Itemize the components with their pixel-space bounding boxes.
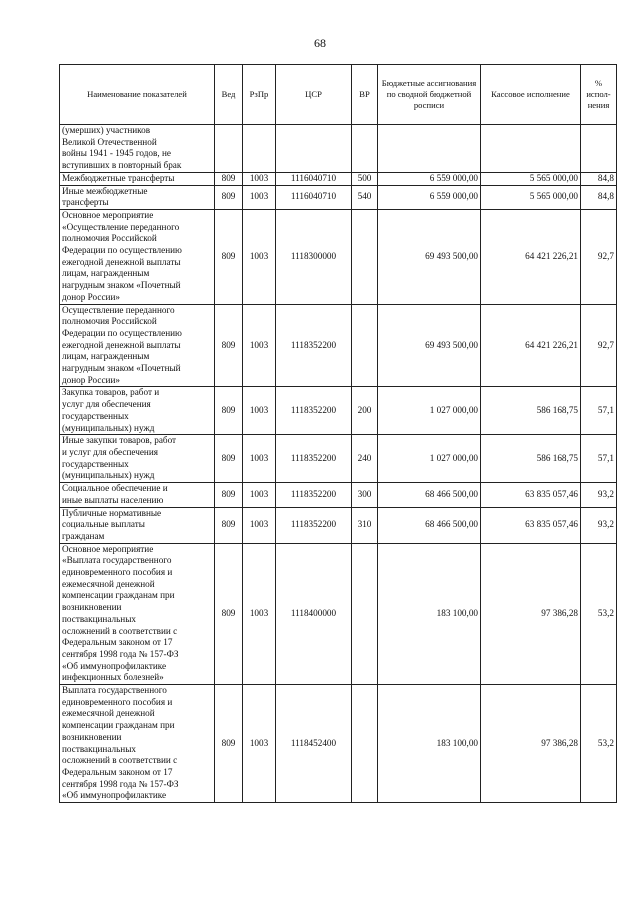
row-vr: 240 [352, 435, 378, 483]
row-name: Основное мероприятие «Осуществление переданного полномочия Российской Федерации по осуществлению ежегодной денежной выплаты лицам, награжденным нагрудным знаком «Почетный донор России» [60, 209, 215, 304]
row-assignments: 183 100,00 [378, 685, 481, 803]
row-cash-execution: 63 835 057,46 [481, 483, 581, 507]
header-assignments: Бюджетные ассигнования по сводной бюджетной росписи [378, 65, 481, 125]
row-vr: 500 [352, 172, 378, 185]
row-assignments: 68 466 500,00 [378, 507, 481, 543]
header-ved: Вед [215, 65, 243, 125]
row-name: Выплата государственного единовременного пособия и ежемесячной денежной компенсации гражданам при возникновении поствакцинальных осложнений в соответствии с Федеральным законом от 17 сентября 1998 года № 157-ФЗ «Об иммунопрофилактике [60, 685, 215, 803]
row-percent: 84,8 [581, 172, 617, 185]
row-rzpr: 1003 [243, 185, 276, 209]
table-row [60, 685, 617, 803]
header-cash-execution: Кассовое исполнение [481, 65, 581, 125]
header-rzpr: РзПр [243, 65, 276, 125]
row-cash-execution: 97 386,28 [481, 685, 581, 803]
row-csr: 1118452400 [276, 685, 352, 803]
table-row [60, 507, 617, 543]
row-percent: 53,2 [581, 543, 617, 684]
row-csr: 1118300000 [276, 209, 352, 304]
row-percent: 93,2 [581, 483, 617, 507]
row-ved: 809 [215, 172, 243, 185]
row-rzpr: 1003 [243, 172, 276, 185]
row-assignments: 69 493 500,00 [378, 304, 481, 387]
row-name: Межбюджетные трансферты [60, 172, 215, 185]
row-assignments: 1 027 000,00 [378, 435, 481, 483]
row-assignments: 69 493 500,00 [378, 209, 481, 304]
row-ved: 809 [215, 435, 243, 483]
page-number: 68 [314, 36, 326, 50]
row-rzpr: 1003 [243, 507, 276, 543]
table-row [60, 209, 617, 304]
row-assignments: 6 559 000,00 [378, 172, 481, 185]
row-vr: 200 [352, 387, 378, 435]
row-assignments: 183 100,00 [378, 543, 481, 684]
row-name: Иные межбюджетные трансферты [60, 185, 215, 209]
row-csr: 1118352200 [276, 435, 352, 483]
row-name: Социальное обеспечение и иные выплаты населению [60, 483, 215, 507]
row-cash-execution: 5 565 000,00 [481, 172, 581, 185]
row-percent: 57,1 [581, 387, 617, 435]
row-vr: 310 [352, 507, 378, 543]
row-rzpr: 1003 [243, 685, 276, 803]
row-cash-execution: 97 386,28 [481, 543, 581, 684]
row-name: Закупка товаров, работ и услуг для обеспечения государственных (муниципальных) нужд [60, 387, 215, 435]
row-assignments: 68 466 500,00 [378, 483, 481, 507]
row-rzpr: 1003 [243, 209, 276, 304]
row-name: Осуществление переданного полномочия Российской Федерации по осуществлению ежегодной денежной выплаты лицам, награжденным нагрудным знаком «Почетный донор России» [60, 304, 215, 387]
row-ved: 809 [215, 387, 243, 435]
row-vr [352, 209, 378, 304]
row-csr: 1118352200 [276, 387, 352, 435]
row-ved: 809 [215, 185, 243, 209]
header-percent: % испол- нения [581, 65, 617, 125]
row-percent: 53,2 [581, 685, 617, 803]
row-cash-execution: 586 168,75 [481, 435, 581, 483]
row-csr: 1116040710 [276, 185, 352, 209]
row-csr: 1118400000 [276, 543, 352, 684]
row-ved: 809 [215, 483, 243, 507]
row-ved: 809 [215, 209, 243, 304]
row-ved: 809 [215, 685, 243, 803]
row-cash-execution: 64 421 226,21 [481, 209, 581, 304]
row-vr [352, 685, 378, 803]
row-cash-execution: 64 421 226,21 [481, 304, 581, 387]
row-rzpr: 1003 [243, 435, 276, 483]
budget-execution-table [59, 64, 617, 803]
row-ved: 809 [215, 304, 243, 387]
row-rzpr: 1003 [243, 483, 276, 507]
table-header-row [60, 65, 617, 125]
table-row [60, 543, 617, 684]
row-assignments: 6 559 000,00 [378, 185, 481, 209]
row-percent: 84,8 [581, 185, 617, 209]
row-percent: 92,7 [581, 304, 617, 387]
row-rzpr: 1003 [243, 304, 276, 387]
table-row [60, 483, 617, 507]
row-rzpr: 1003 [243, 543, 276, 684]
row-vr: 540 [352, 185, 378, 209]
row-ved: 809 [215, 543, 243, 684]
row-vr [352, 304, 378, 387]
row-vr: 300 [352, 483, 378, 507]
row-name: (умерших) участников Великой Отечественной войны 1941 - 1945 годов, не вступивших в повторный брак [60, 125, 215, 173]
row-csr: 1118352200 [276, 483, 352, 507]
table-row [60, 125, 617, 173]
table-row [60, 185, 617, 209]
table-row [60, 435, 617, 483]
row-ved [215, 125, 243, 173]
row-name: Основное мероприятие «Выплата государственного единовременного пособия и ежемесячной денежной компенсации гражданам при возникновении поствакцинальных осложнений в соответствии с Федеральным законом от 17 сентября 1998 года № 157-ФЗ «Об иммунопрофилактике инфекционных болезней» [60, 543, 215, 684]
row-csr: 1116040710 [276, 172, 352, 185]
row-percent: 57,1 [581, 435, 617, 483]
header-vr: ВР [352, 65, 378, 125]
row-csr: 1118352200 [276, 507, 352, 543]
row-ved: 809 [215, 507, 243, 543]
header-name: Наименование показателей [60, 65, 215, 125]
table-row [60, 304, 617, 387]
row-percent: 93,2 [581, 507, 617, 543]
row-cash-execution [481, 125, 581, 173]
row-cash-execution: 586 168,75 [481, 387, 581, 435]
row-percent: 92,7 [581, 209, 617, 304]
row-cash-execution: 63 835 057,46 [481, 507, 581, 543]
table-row [60, 387, 617, 435]
row-name: Публичные нормативные социальные выплаты гражданам [60, 507, 215, 543]
row-name: Иные закупки товаров, работ и услуг для обеспечения государственных (муниципальных) нужд [60, 435, 215, 483]
row-rzpr: 1003 [243, 387, 276, 435]
row-csr [276, 125, 352, 173]
row-csr: 1118352200 [276, 304, 352, 387]
row-vr [352, 125, 378, 173]
row-rzpr [243, 125, 276, 173]
row-vr [352, 543, 378, 684]
row-percent [581, 125, 617, 173]
row-assignments: 1 027 000,00 [378, 387, 481, 435]
row-cash-execution: 5 565 000,00 [481, 185, 581, 209]
table-row [60, 172, 617, 185]
header-csr: ЦСР [276, 65, 352, 125]
row-assignments [378, 125, 481, 173]
